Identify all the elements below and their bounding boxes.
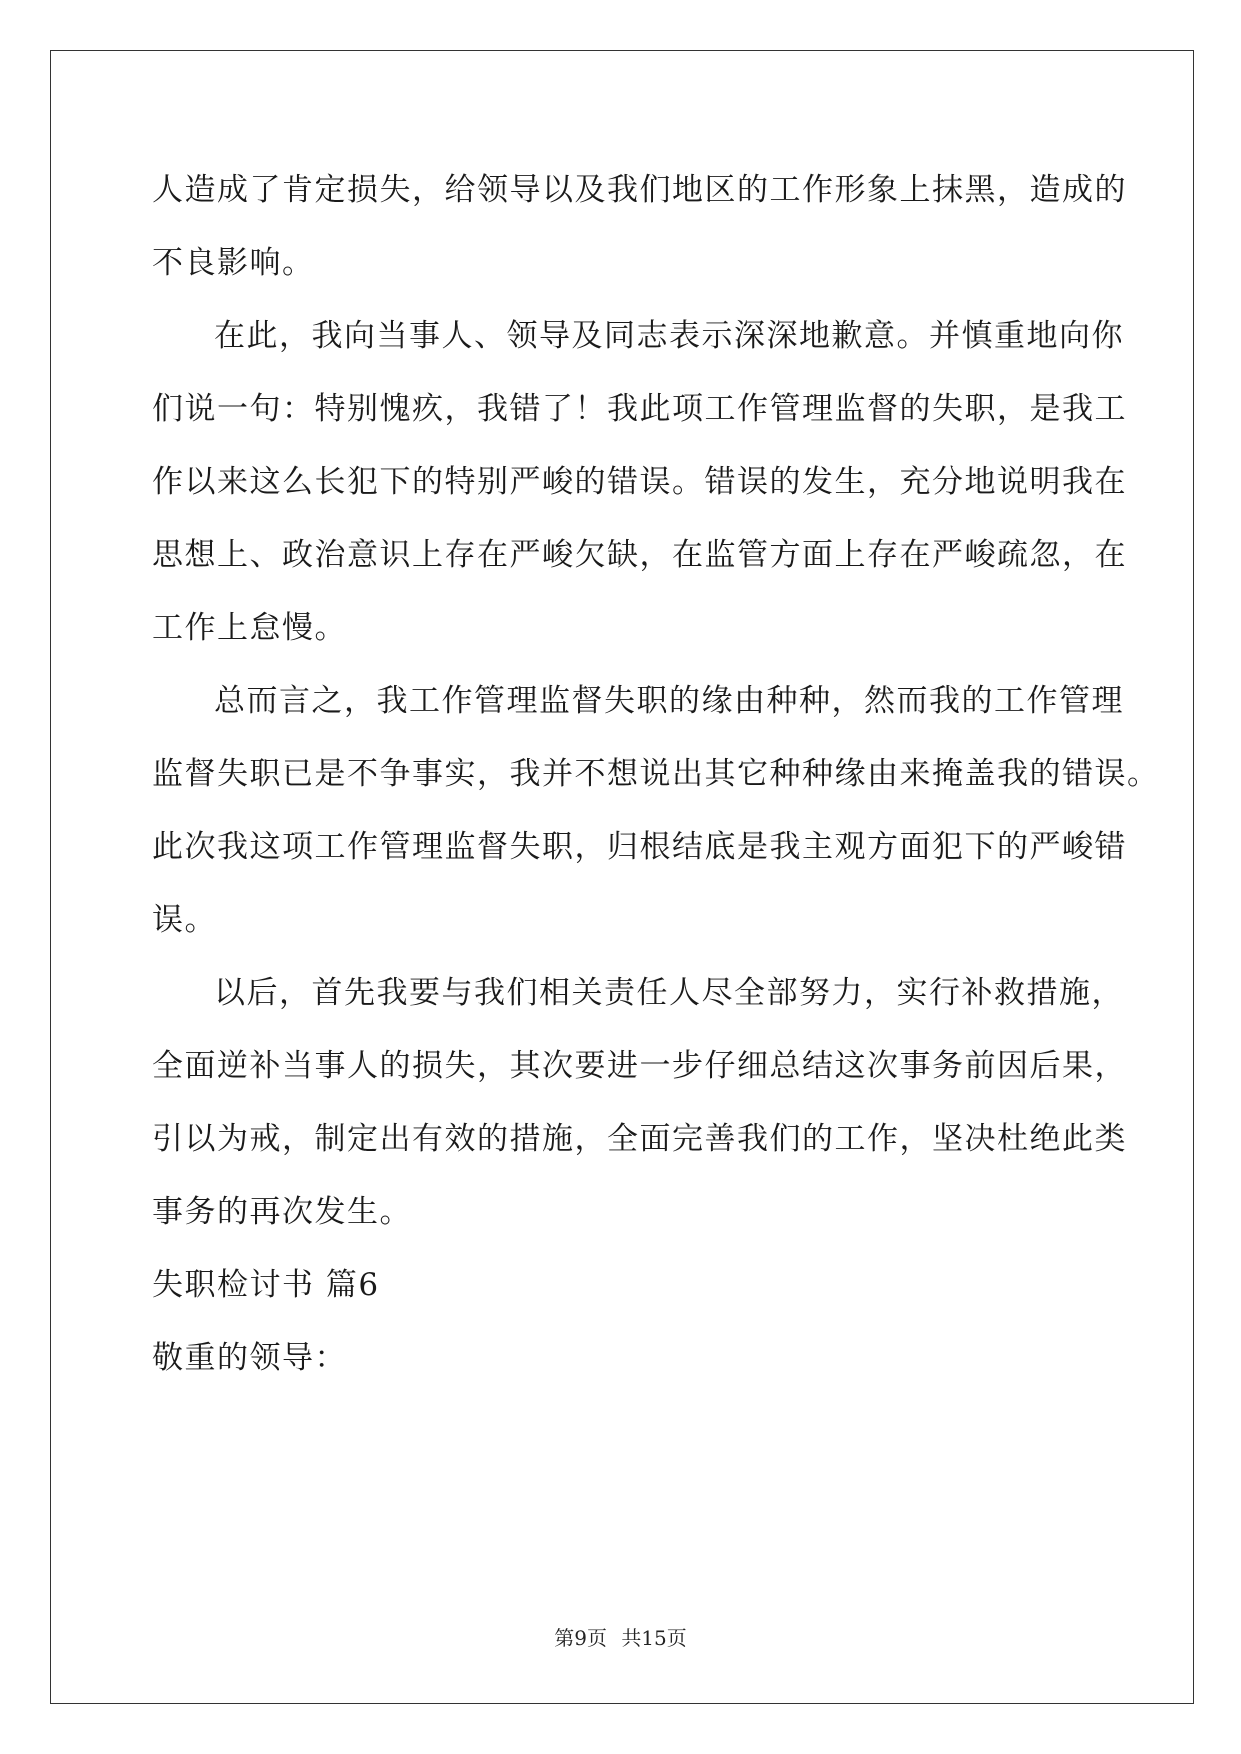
page-number: 第9页 (554, 1626, 607, 1650)
text-line: 引以为戒，制定出有效的措施，全面完善我们的工作，坚决杜绝此类 (152, 1121, 1127, 1157)
text-line: 事务的再次发生。 (152, 1194, 412, 1230)
paragraph-start-line: 在此，我向当事人、领导及同志表示深深地歉意。并慎重地向你 (214, 318, 1124, 354)
text-line: 工作上怠慢。 (152, 610, 347, 646)
section-heading: 失职检讨书 篇6 (152, 1267, 380, 1303)
page-total: 共15页 (621, 1626, 687, 1650)
text-line: 全面逆补当事人的损失，其次要进一步仔细总结这次事务前因后果， (152, 1048, 1127, 1084)
salutation: 敬重的领导： (152, 1340, 347, 1376)
text-line: 不良影响。 (152, 245, 315, 281)
paragraph-start-line: 以后，首先我要与我们相关责任人尽全部努力，实行补救措施， (214, 975, 1124, 1011)
text-line: 监督失职已是不争事实，我并不想说出其它种种缘由来掩盖我的错误。 (152, 756, 1160, 792)
text-line: 此次我这项工作管理监督失职，归根结底是我主观方面犯下的严峻错 (152, 829, 1127, 865)
text-line: 误。 (152, 902, 217, 938)
text-line: 作以来这么长犯下的特别严峻的错误。错误的发生，充分地说明我在 (152, 464, 1127, 500)
paragraph-start-line: 总而言之，我工作管理监督失职的缘由种种，然而我的工作管理 (214, 683, 1124, 719)
text-line: 们说一句：特别愧疚，我错了！我此项工作管理监督的失职，是我工 (152, 391, 1127, 427)
page-footer (0, 1622, 1241, 1651)
page-border (50, 50, 1194, 1704)
text-line: 人造成了肯定损失，给领导以及我们地区的工作形象上抹黑，造成的 (152, 172, 1127, 208)
text-line: 思想上、政治意识上存在严峻欠缺，在监管方面上存在严峻疏忽，在 (152, 537, 1127, 573)
